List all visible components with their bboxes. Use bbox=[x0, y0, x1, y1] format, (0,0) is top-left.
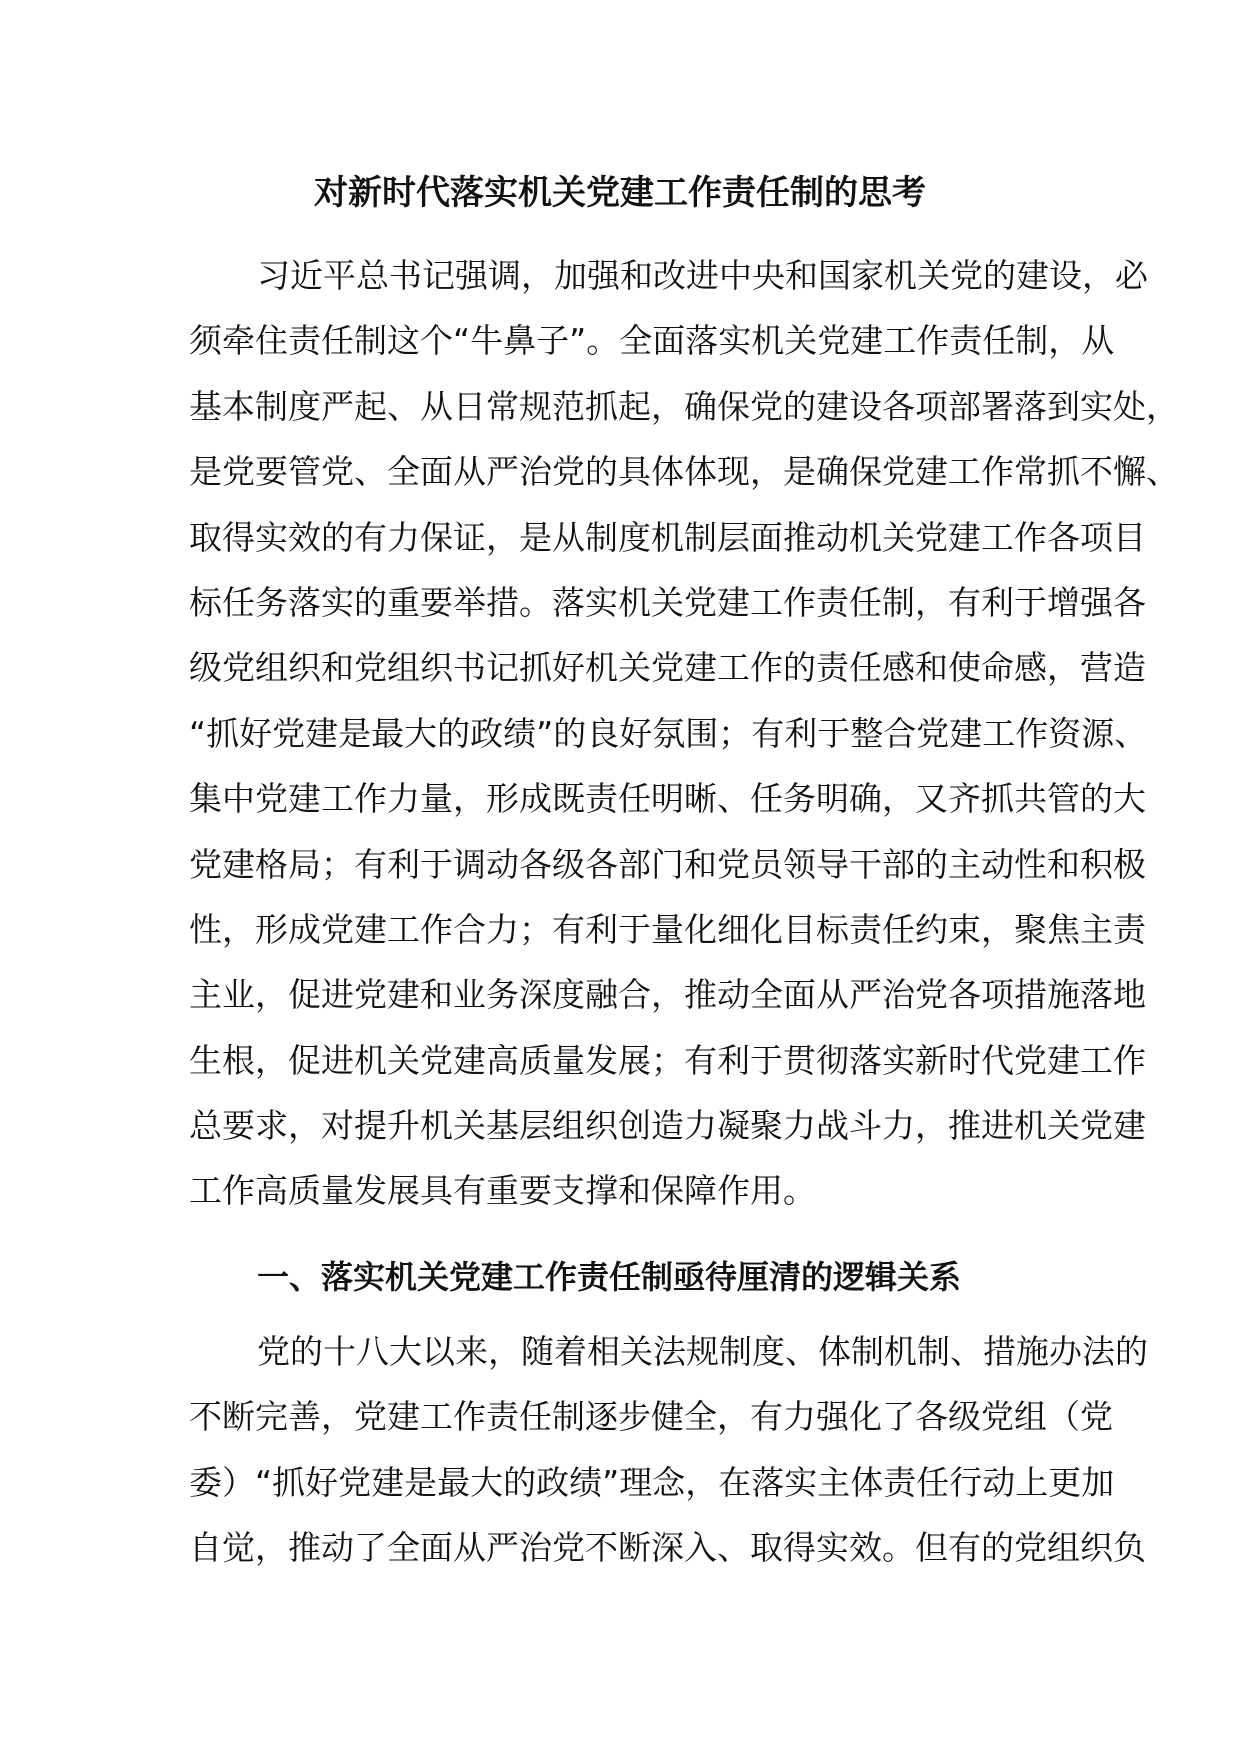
text-line: 集中党建工作力量，形成既责任明晰、任务明确，又齐抓共管的大 bbox=[189, 779, 1146, 819]
text-line: 级党组织和党组织书记抓好机关党建工作的责任感和使命感，营造 bbox=[189, 648, 1146, 688]
section-heading-1: 一、落实机关党建工作责任制亟待厘清的逻辑关系 bbox=[257, 1258, 962, 1296]
text-line: 取得实效的有力保证，是从制度机制层面推动机关党建工作各项目 bbox=[189, 517, 1146, 557]
text-line: 不断完善，党建工作责任制逐步健全，有力强化了各级党组（党 bbox=[189, 1397, 1113, 1437]
document-title: 对新时代落实机关党建工作责任制的思考 bbox=[314, 173, 926, 213]
text-line: 基本制度严起、从日常规范抓起，确保党的建设各项部署落到实处， bbox=[189, 386, 1179, 426]
text-line: 党的十八大以来，随着相关法规制度、体制机制、措施办法的 bbox=[257, 1332, 1148, 1371]
text-line: 生根，促进机关党建高质量发展；有利于贯彻落实新时代党建工作 bbox=[189, 1040, 1146, 1080]
text-line: 自觉，推动了全面从严治党不断深入、取得实效。但有的党组织负 bbox=[189, 1528, 1146, 1568]
text-line: 标任务落实的重要举措。落实机关党建工作责任制，有利于增强各 bbox=[189, 582, 1146, 622]
text-line: 委）“抓好党建是最大的政绩”理念，在落实主体责任行动上更加 bbox=[189, 1462, 1115, 1502]
text-line: 工作高质量发展具有重要支撑和保障作用。 bbox=[189, 1171, 816, 1211]
text-line: 主业，促进党建和业务深度融合，推动全面从严治党各项措施落地 bbox=[189, 975, 1146, 1015]
text-line: 习近平总书记强调，加强和改进中央和国家机关党的建设，必 bbox=[257, 256, 1148, 295]
text-line: 是党要管党、全面从严治党的具体体现，是确保党建工作常抓不懈、 bbox=[189, 452, 1179, 492]
text-line: “抓好党建是最大的政绩”的良好氛围；有利于整合党建工作资源、 bbox=[189, 713, 1148, 753]
paragraph-intro bbox=[189, 243, 1179, 1224]
text-line: 总要求，对提升机关基层组织创造力凝聚力战斗力，推进机关党建 bbox=[189, 1106, 1146, 1146]
paragraph-section1 bbox=[189, 1319, 1148, 1581]
text-line: 党建格局；有利于调动各级各部门和党员领导干部的主动性和积极 bbox=[189, 844, 1146, 884]
text-line: 须牵住责任制这个“牛鼻子”。全面落实机关党建工作责任制，从 bbox=[189, 321, 1115, 361]
text-line: 性，形成党建工作合力；有利于量化细化目标责任约束，聚焦主责 bbox=[189, 909, 1146, 949]
